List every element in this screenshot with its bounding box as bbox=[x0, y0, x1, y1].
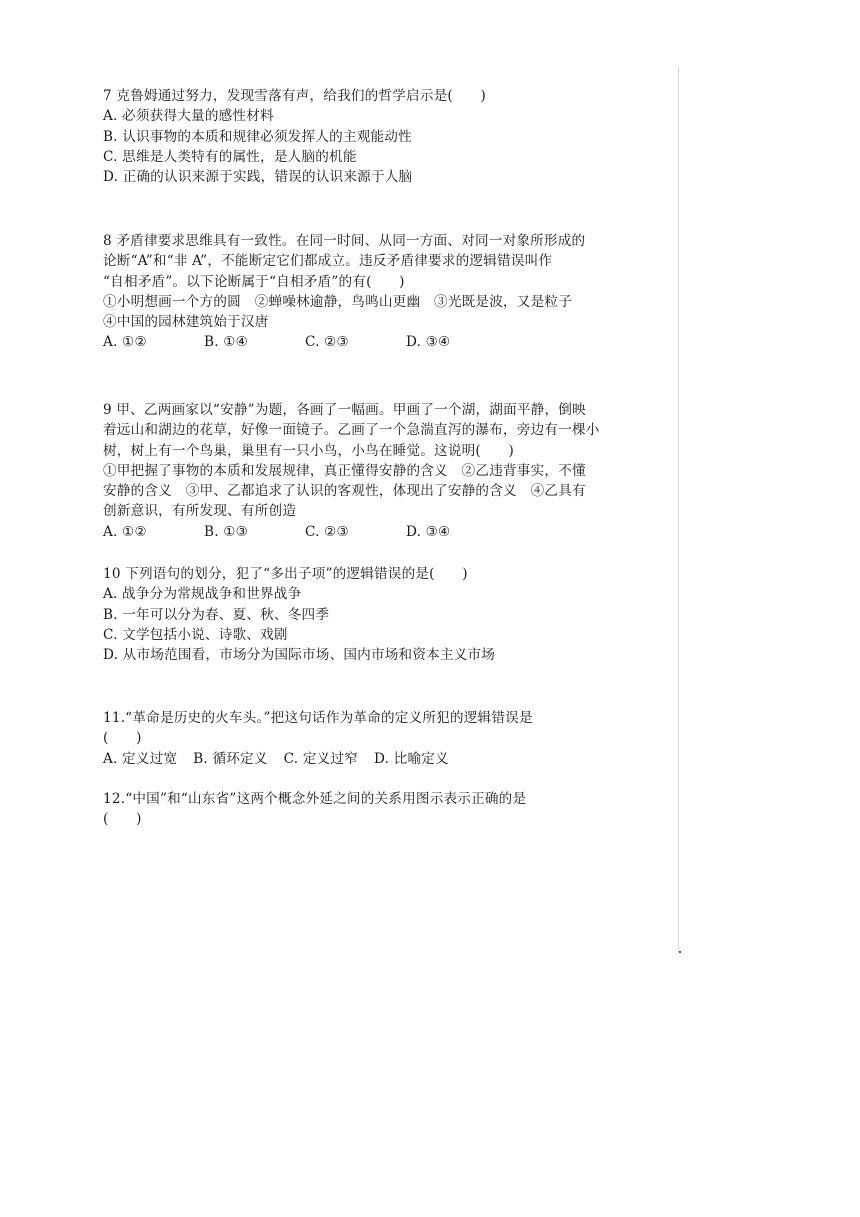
option-c: C. 定义过窄 bbox=[283, 750, 358, 767]
question-stem: 10 下列语句的划分，犯了“多出子项”的逻辑错误的是( ) bbox=[103, 566, 468, 582]
question-stem: 12.“中国”和“山东省”这两个概念外延之间的关系用图示表示正确的是 bbox=[103, 791, 527, 807]
question-10 bbox=[103, 564, 673, 665]
answer-blank: ( ) bbox=[103, 811, 142, 828]
option-b: B. 认识事物的本质和规律必须发挥人的主观能动性 bbox=[103, 128, 412, 145]
statement-list: ④中国的园林建筑始于汉唐 bbox=[103, 314, 269, 331]
option-d: D. ③④ bbox=[406, 523, 451, 540]
option-d: D. 正确的认识来源于实践，错误的认识来源于人脑 bbox=[103, 169, 413, 186]
option-b: B. 循环定义 bbox=[193, 750, 268, 767]
option-a: A. ①② bbox=[103, 523, 147, 540]
statement-list: 创新意识，有所发现、有所创造 bbox=[103, 503, 297, 520]
option-a: A. 必须获得大量的感性材料 bbox=[103, 108, 274, 125]
statement-list: ①甲把握了事物的本质和发展规律，真正懂得安静的含义 ②乙违背事实，不懂 bbox=[103, 462, 586, 479]
option-d: D. ③④ bbox=[406, 334, 451, 351]
options-row bbox=[103, 522, 673, 542]
question-stem: 9 甲、乙两画家以“安静”为题，各画了一幅画。甲画了一个湖，湖面平静，倒映 bbox=[103, 402, 586, 418]
option-c: C. 文学包括小说、诗歌、戏剧 bbox=[103, 626, 288, 643]
question-stem: 7 克鲁姆通过努力，发现雪落有声，给我们的哲学启示是( ) bbox=[103, 88, 487, 104]
option-b: B. ①④ bbox=[204, 334, 249, 351]
option-c: C. ②③ bbox=[305, 523, 349, 540]
question-9 bbox=[103, 400, 673, 542]
question-stem: 树，树上有一个鸟巢，巢里有一只小鸟，小鸟在睡觉。这说明( ) bbox=[103, 442, 515, 459]
question-stem: 11.“革命是历史的火车头。”把这句话作为革命的定义所犯的逻辑错误是 bbox=[103, 710, 533, 726]
options-row bbox=[103, 332, 673, 352]
option-b: B. ①③ bbox=[204, 523, 249, 540]
statement-list: 安静的含义 ③甲、乙都追求了认识的客观性，体现出了安静的含义 ④乙具有 bbox=[103, 483, 586, 500]
options-row bbox=[103, 749, 673, 769]
option-c: C. 思维是人类特有的属性，是人脑的机能 bbox=[103, 148, 357, 165]
scan-speck bbox=[679, 951, 681, 953]
question-stem: 着远山和湖边的花草，好像一面镜子。乙画了一个急湍直泻的瀑布，旁边有一棵小 bbox=[103, 422, 600, 439]
option-b: B. 一年可以分为春、夏、秋、冬四季 bbox=[103, 606, 330, 623]
page-edge-line bbox=[678, 66, 679, 952]
option-d: D. 比喻定义 bbox=[374, 750, 449, 767]
option-a: A. 定义过宽 bbox=[103, 750, 178, 767]
answer-blank: ( ) bbox=[103, 730, 142, 747]
option-c: C. ②③ bbox=[305, 334, 349, 351]
statement-list: ①小明想画一个方的圆 ②蝉噪林逾静，鸟鸣山更幽 ③光既是波，又是粒子 bbox=[103, 293, 572, 310]
question-11 bbox=[103, 708, 673, 769]
option-a: A. ①② bbox=[103, 334, 147, 351]
option-a: A. 战争分为常规战争和世界战争 bbox=[103, 586, 302, 603]
question-8 bbox=[103, 231, 673, 353]
question-stem: 8 矛盾律要求思维具有一致性。在同一时间、从同一方面、对同一对象所形成的 bbox=[103, 233, 586, 249]
question-7 bbox=[103, 86, 673, 187]
option-d: D. 从市场范围看，市场分为国际市场、国内市场和资本主义市场 bbox=[103, 647, 496, 664]
question-stem: “自相矛盾”。以下论断属于“自相矛盾”的有( ) bbox=[103, 273, 405, 290]
question-stem: 论断“A”和“非 A”，不能断定它们都成立。违反矛盾律要求的逻辑错误叫作 bbox=[103, 253, 553, 270]
question-12 bbox=[103, 789, 673, 830]
